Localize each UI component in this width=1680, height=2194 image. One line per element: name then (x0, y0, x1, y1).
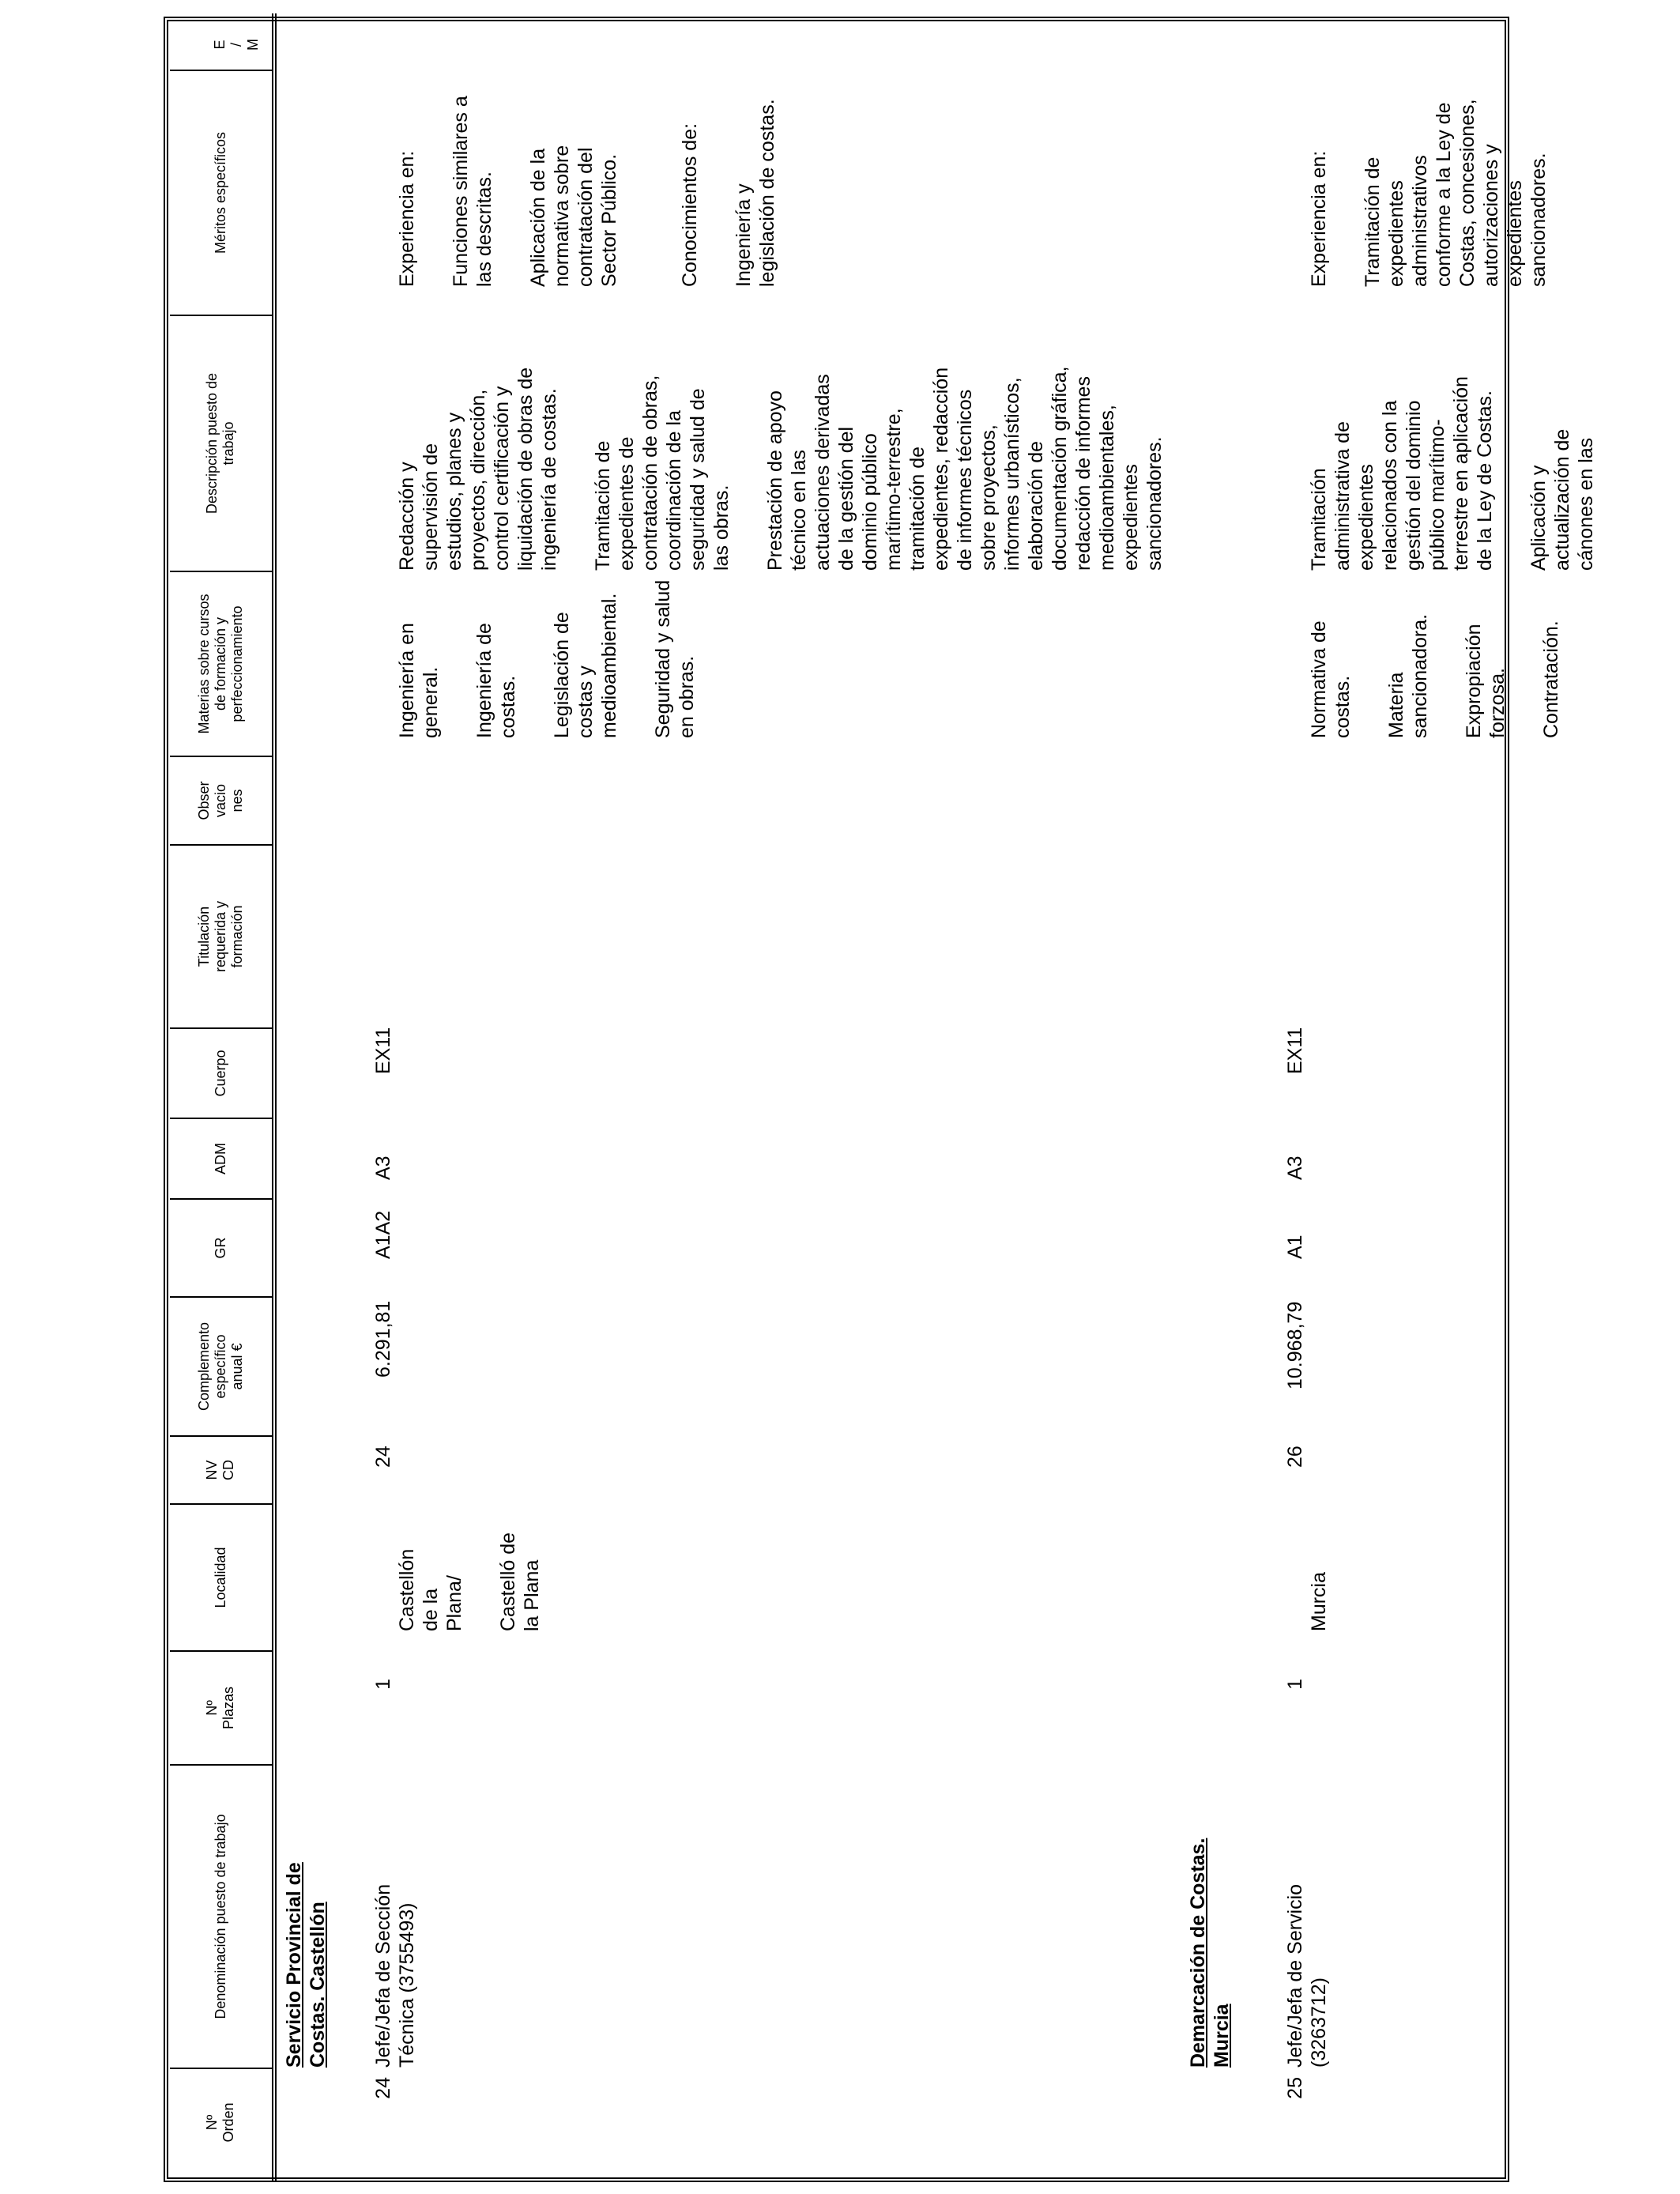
header-adm: ADM (212, 1143, 228, 1174)
row-adm: A3 (1284, 1155, 1306, 1180)
header-meritos: Méritos específicos (212, 131, 228, 254)
header-divider (272, 13, 273, 2182)
row-gr: A1A2 (372, 1210, 394, 1259)
merito-item: Conocimientos de: (679, 123, 701, 287)
header-orden: Nº Orden (204, 2102, 236, 2143)
descripcion-item: Tramitación de expedientes de contratación de obras, coordinación de la seguridad y salud de las obras. (592, 375, 733, 571)
descripcion-item: Aplicación y actualización de cánones en las (1527, 428, 1597, 571)
materia-item: Legislación de costas y medioambiental. (551, 593, 620, 738)
row-materias (1283, 556, 1593, 738)
row-adm: A3 (372, 1155, 394, 1180)
row-complemento: 6.291,81 (372, 1300, 394, 1378)
merito-item: Experiencia en: (396, 150, 418, 287)
merito-item: Funciones similares a las descritas. (450, 96, 495, 287)
header-nvcd: NV CD (204, 1460, 236, 1480)
materia-item: Contratación. (1540, 620, 1562, 738)
rotated-table (164, 13, 1597, 2182)
row-nvcd: 24 (372, 1446, 394, 1468)
row-materias (371, 556, 729, 738)
header-materias: Materias sobre cursos de formación y perfeccionamiento (195, 594, 245, 734)
header-gr: GR (212, 1237, 228, 1259)
section-title: Demarcación de Costas. Murcia (1187, 1838, 1233, 2068)
row-localidad (1283, 1505, 1361, 1631)
materia-item: Ingeniería de costas. (473, 623, 519, 738)
header-em: E / M (212, 39, 261, 51)
materia-item: Seguridad y salud en obras. (652, 579, 698, 738)
descripcion-item: Tramitación administrativa de expedientes relacionados con la gestión del dominio público marítimo- terrestre en aplicación de la Ley de Costas. (1308, 376, 1496, 571)
row-denominacion: Jefe/Jefa de Sección Técnica (3755493) (372, 1883, 418, 2068)
header-denominacion: Denominación puesto de trabajo (212, 1814, 228, 2019)
row-cuerpo: EX11 (1284, 1027, 1306, 1074)
header-plazas: Nº Plazas (204, 1686, 236, 1730)
materia-item: Ingeniería en general. (396, 623, 442, 738)
header-cuerpo: Cuerpo (212, 1050, 228, 1097)
header-divider-inner (275, 13, 277, 2182)
materia-item: Materia sancionadora. (1385, 613, 1431, 738)
merito-item: Ingeniería y legislación de costas. (733, 99, 778, 287)
merito-item: Experiencia en: (1308, 150, 1330, 287)
header-descripcion: Descripción puesto de trabajo (204, 372, 236, 515)
descripcion-item: Redacción y supervisión de estudios, planes y proyectos, dirección, control certificación y liquidación de obras de ingeniería de costas. (396, 367, 560, 571)
row-meritos (371, 58, 809, 287)
merito-item: Tramitación de expedientes administrativos conforme a la Ley de Costas, concesiones, autorizaciones y expedientes sancionadores. (1362, 99, 1550, 287)
header-observaciones: Obser vacio nes (195, 781, 245, 820)
row-meritos (1283, 58, 1580, 287)
materia-item: Normativa de costas. (1308, 620, 1354, 738)
merito-item: Aplicación de la normativa sobre contratación del Sector Público. (527, 145, 620, 287)
row-gr: A1 (1284, 1235, 1306, 1259)
row-orden: 25 (1284, 2077, 1306, 2099)
row-complemento: 10.968,79 (1284, 1301, 1306, 1389)
row-orden: 24 (372, 2077, 394, 2099)
localidad-line: Murcia (1308, 1571, 1330, 1631)
row-cuerpo: EX11 (372, 1027, 394, 1074)
row-descripcion (371, 322, 1196, 571)
row-plazas: 1 (1284, 1679, 1306, 1690)
section-title: Servicio Provincial de Costas. Castellón (283, 1862, 329, 2068)
row-descripcion (1283, 322, 1628, 571)
materia-item: Expropiación forzosa. (1463, 624, 1509, 738)
row-nvcd: 26 (1284, 1446, 1306, 1468)
header-localidad: Localidad (212, 1547, 228, 1608)
row-denominacion: Jefe/Jefa de Servicio (3263712) (1284, 1883, 1330, 2068)
descripcion-item: Prestación de apoyo técnico en las actuaciones derivadas de la gestión del dominio público marítimo-terrestre, tramitación de expedientes, redacción de informes técnicos sobre proyectos, informes urbanísticos, elaboración de documentación gráfica, redacción de informes medioambientales, expedientes sancionadores. (764, 366, 1166, 571)
localidad-line: Castelló de la Plana (497, 1532, 543, 1631)
header-titulacion: Titulación requerida y formación (195, 900, 245, 973)
row-localidad (371, 1505, 574, 1631)
localidad-line: Castellón de la Plana/ (396, 1548, 465, 1631)
header-complemento: Complemento específico anual € (195, 1321, 245, 1412)
row-plazas: 1 (372, 1679, 394, 1690)
